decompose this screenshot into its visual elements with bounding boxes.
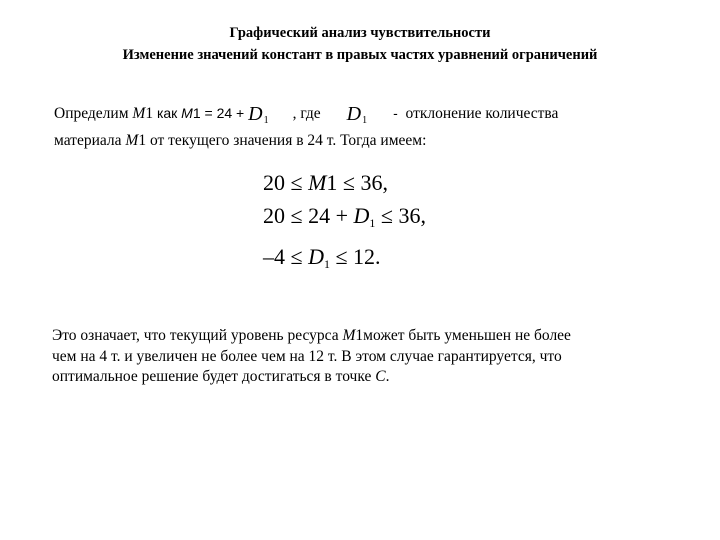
inequality-row-2: $20 \le 24 + D_1 \le 36$, [263,203,426,230]
conclusion-paragraph [52,326,682,388]
slide-title [0,22,720,66]
var-m-index: 1 [145,105,154,122]
delta-symbol-2: $D_1$ [346,103,368,126]
formula-text: 1 = 24 + [192,105,245,121]
conclusion-line-2: чем на 4 т. и увеличен не более чем на 12 т. В этом случае гарантируется, что [52,347,562,365]
word-material: материала [54,132,122,149]
word-deviation: отклонение количества [405,105,559,122]
var-m-3: M [125,132,139,149]
var-m: M [132,105,146,122]
conclusion-line-3: оптимальное решение будет достигаться в точке C. [52,368,390,385]
word-gde: , где [292,105,321,122]
inequality-row-3: $-4 \le D_1 \le 12$. [263,244,381,271]
definition-paragraph [54,103,684,151]
word-kak: как [156,105,178,121]
delta-symbol-1: $D_1$ [248,103,269,126]
dash: - [393,105,398,121]
word-define: Определим [54,105,129,122]
definition-line-2 [54,131,684,151]
title-line-2: Изменение значений констант в правых частях уравнений ограничений [122,47,598,63]
var-m-2: M [181,105,193,121]
title-line-1: Графический анализ чувствительности [229,25,491,41]
definition-tail: 1 от текущего значения в 24 т. Тогда имеем: [138,132,427,149]
definition-line-1 [54,103,684,131]
inequality-row-1: 20 ≤ M1 ≤ 36, [263,170,388,195]
inequality-block [263,166,426,281]
conclusion-line-1: Это означает, что текущий уровень ресурса M1может быть уменьшен не более [52,327,571,344]
